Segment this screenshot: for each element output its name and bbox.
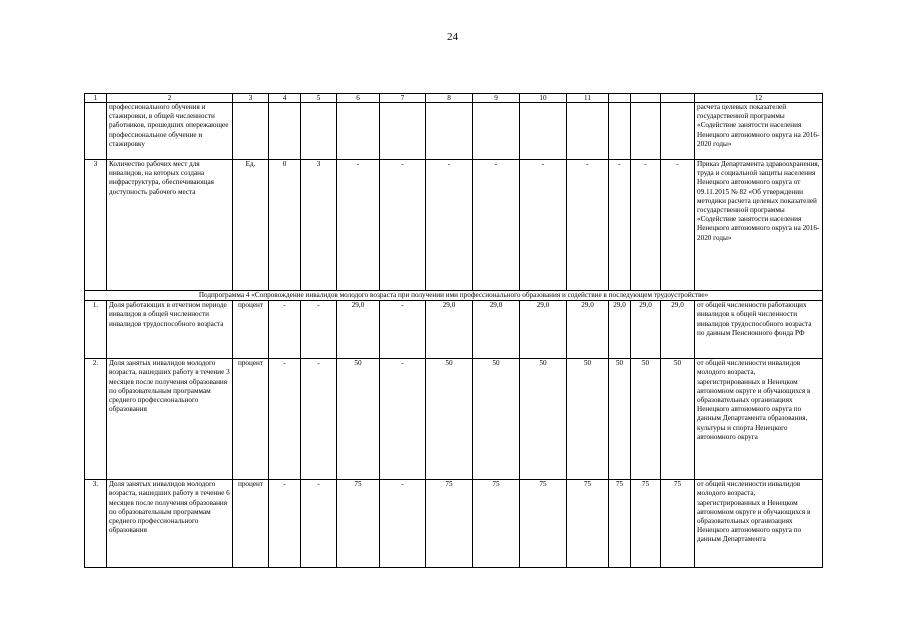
header-cell bbox=[631, 94, 661, 103]
value-cell: 50 bbox=[661, 359, 695, 480]
indicator-name: Количество рабочих мест для инвалидов, на которых создана инфраструктура, обеспечивающая доступность рабочего места bbox=[107, 160, 233, 291]
subprogram-row bbox=[85, 291, 823, 301]
indicator-name: Доля занятых инвалидов молодого возраста, нашедших работу в течение 3 месяцев после получения образования по образовательным программам среднего профессионального образования bbox=[107, 359, 233, 480]
value-cell: - bbox=[426, 160, 473, 291]
row-number: 1. bbox=[85, 301, 107, 359]
value-cell: 75 bbox=[661, 480, 695, 568]
indicators-table bbox=[84, 93, 823, 568]
header-cell: 9 bbox=[473, 94, 520, 103]
value-cell: - bbox=[269, 359, 301, 480]
page-number: 24 bbox=[447, 31, 458, 43]
row-number: 2. bbox=[85, 359, 107, 480]
value-cell: 75 bbox=[520, 480, 567, 568]
value-cell: - bbox=[661, 160, 695, 291]
header-cell bbox=[609, 94, 631, 103]
value-cell: 75 bbox=[337, 480, 380, 568]
value-cell: 29,0 bbox=[426, 301, 473, 359]
value-cell: - bbox=[380, 480, 426, 568]
header-cell: 6 bbox=[337, 94, 380, 103]
value-cell: - bbox=[269, 480, 301, 568]
header-cell: 10 bbox=[520, 94, 567, 103]
row-number: 3. bbox=[85, 480, 107, 568]
table-row bbox=[85, 301, 823, 359]
value-cell: 29,0 bbox=[631, 301, 661, 359]
value-cell: 50 bbox=[567, 359, 609, 480]
table-row bbox=[85, 160, 823, 291]
value-cell: 75 bbox=[473, 480, 520, 568]
unit-cell: процент bbox=[233, 359, 269, 480]
value-cell: 50 bbox=[609, 359, 631, 480]
value-cell: 50 bbox=[337, 359, 380, 480]
header-cell bbox=[661, 94, 695, 103]
indicator-note: от общей численности работающих инвалидов к общей численности инвалидов трудоспособного возраста по данным Пенсионного фонда РФ bbox=[695, 301, 823, 359]
indicator-note: от общей численности инвалидов молодого возраста, зарегистрированных в Ненецком автономном округе и обучающихся в образовательных организациях Ненецкого автономного округа по данным Департамента bbox=[695, 480, 823, 568]
indicator-note: расчета целевых показателей государственной программы «Содействие занятости населения Ненецкого автономного округа на 2016-2020 годы» bbox=[695, 103, 823, 160]
value-cell: - bbox=[380, 359, 426, 480]
header-cell: 12 bbox=[695, 94, 823, 103]
unit-cell: процент bbox=[233, 301, 269, 359]
value-cell: - bbox=[473, 160, 520, 291]
value-cell: 0 bbox=[269, 160, 301, 291]
indicator-name: Доля занятых инвалидов молодого возраста, нашедших работу в течение 6 месяцев после получения образования по образовательным программам среднего профессионального образования bbox=[107, 480, 233, 568]
value-cell: - bbox=[301, 301, 337, 359]
value-cell: - bbox=[301, 480, 337, 568]
unit-cell: Ед. bbox=[233, 160, 269, 291]
value-cell: 75 bbox=[567, 480, 609, 568]
unit-cell: процент bbox=[233, 480, 269, 568]
header-cell: 11 bbox=[567, 94, 609, 103]
value-cell: 29,0 bbox=[473, 301, 520, 359]
header-cell: 1 bbox=[85, 94, 107, 103]
header-row bbox=[85, 94, 823, 103]
header-cell: 3 bbox=[233, 94, 269, 103]
header-cell: 7 bbox=[380, 94, 426, 103]
value-cell: - bbox=[380, 301, 426, 359]
value-cell: - bbox=[380, 160, 426, 291]
value-cell: 75 bbox=[631, 480, 661, 568]
value-cell: - bbox=[567, 160, 609, 291]
header-cell: 4 bbox=[269, 94, 301, 103]
table-row bbox=[85, 103, 823, 160]
value-cell: 29,0 bbox=[337, 301, 380, 359]
table-row bbox=[85, 359, 823, 480]
value-cell: - bbox=[269, 301, 301, 359]
indicator-name: Доля работающих в отчетном периоде инвалидов в общей численности инвалидов трудоспособного возраста bbox=[107, 301, 233, 359]
subprogram-title: Подпрограмма 4 «Сопровождение инвалидов молодого возраста при получении ими профессионального образования и содействие в последующем трудоустройстве» bbox=[85, 291, 823, 301]
value-cell: - bbox=[609, 160, 631, 291]
value-cell: - bbox=[520, 160, 567, 291]
indicator-note: Приказ Департамента здравоохранения, труда и социальной защиты населения Ненецкого автономного округа от 09.11.2015 № 82 «Об утверждении методики расчета целевых показателей государственной программы «Содействие занятости населения Ненецкого автономного округа на 2016-2020 годы» bbox=[695, 160, 823, 291]
row-number: 3 bbox=[85, 160, 107, 291]
value-cell: 50 bbox=[426, 359, 473, 480]
table-row bbox=[85, 480, 823, 568]
indicator-note: от общей численности инвалидов молодого возраста, зарегистрированных в Ненецком автономном округе и обучающихся в образовательных организациях Ненецкого автономного округа по данным Департамента образования, культуры и спорта Ненецкого автономного округа bbox=[695, 359, 823, 480]
value-cell: - bbox=[337, 160, 380, 291]
value-cell: 50 bbox=[631, 359, 661, 480]
indicator-name: профессионального обучения и стажировки, в общей численности работников, прошедших опережающее профессиональное обучение и стажировку bbox=[107, 103, 233, 160]
header-cell: 5 bbox=[301, 94, 337, 103]
value-cell: - bbox=[301, 359, 337, 480]
value-cell: 75 bbox=[426, 480, 473, 568]
header-cell: 2 bbox=[107, 94, 233, 103]
value-cell: 50 bbox=[520, 359, 567, 480]
value-cell: 50 bbox=[473, 359, 520, 480]
value-cell: 75 bbox=[609, 480, 631, 568]
value-cell: - bbox=[631, 160, 661, 291]
value-cell: 3 bbox=[301, 160, 337, 291]
value-cell: 29,0 bbox=[520, 301, 567, 359]
value-cell: 29,0 bbox=[661, 301, 695, 359]
header-cell: 8 bbox=[426, 94, 473, 103]
value-cell: 29,0 bbox=[609, 301, 631, 359]
value-cell: 29,0 bbox=[567, 301, 609, 359]
